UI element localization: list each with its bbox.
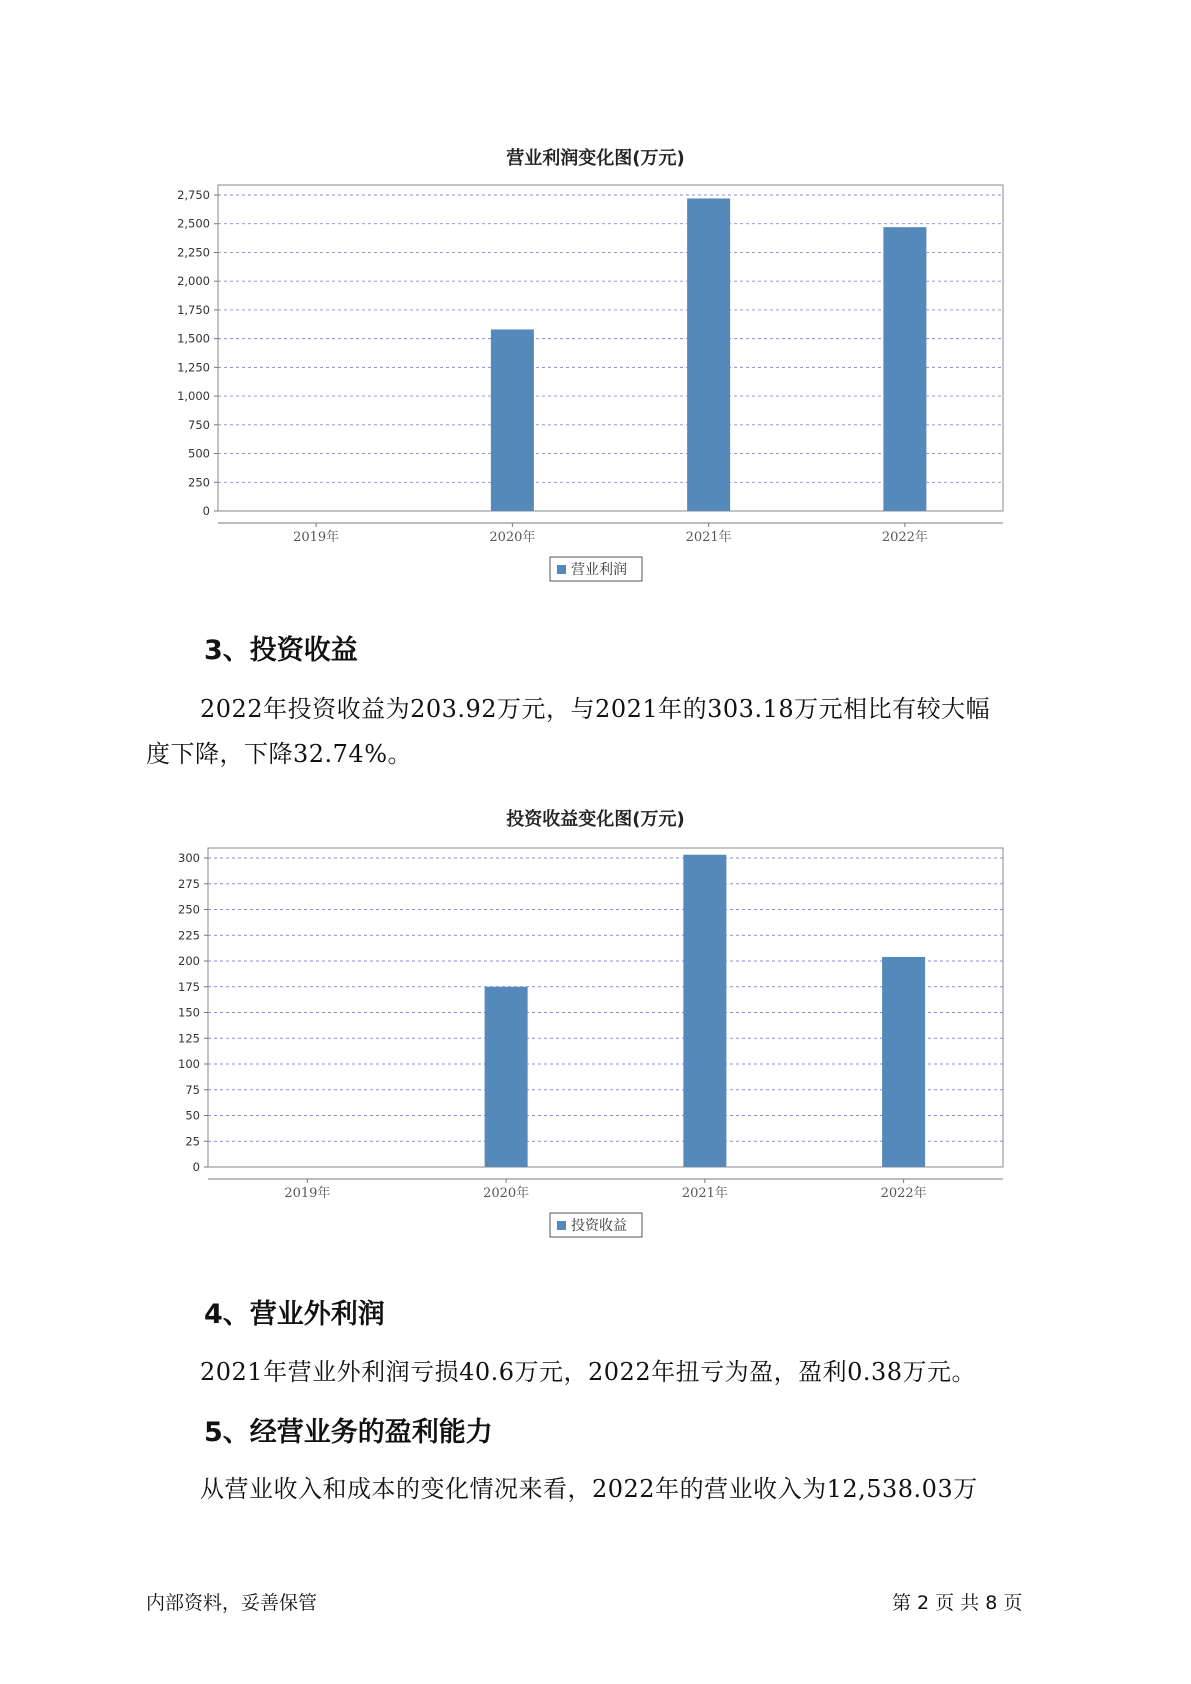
chart2-bar-2020年 — [485, 987, 528, 1167]
chart1-ytick-label: 2,250 — [177, 245, 210, 260]
chart2-xtick-label: 2021年 — [681, 1186, 728, 1201]
chart2-xtick-label: 2020年 — [483, 1186, 530, 1201]
chart2-ytick-label: 150 — [178, 1005, 200, 1020]
chart2-xtick-label: 2019年 — [284, 1186, 331, 1201]
chart1-ytick-label: 1,250 — [177, 360, 210, 375]
chart1-ytick-label: 2,000 — [177, 274, 210, 289]
section4-paragraph-line1: 2021年营业外利润亏损40.6万元，2022年扭亏为盈，盈利0.38万元。 — [200, 1358, 977, 1386]
chart2-ytick-label: 300 — [178, 851, 200, 865]
chart1-bar-2021年 — [687, 198, 730, 511]
chart1-legend-swatch — [557, 565, 566, 574]
chart1-ytick-label: 2,750 — [177, 188, 210, 202]
chart2-ytick-label: 125 — [178, 1031, 200, 1046]
chart2-ytick-label: 25 — [185, 1134, 200, 1149]
chart2-ytick-label: 275 — [178, 876, 200, 891]
section3-paragraph-line2: 度下降，下降32.74%。 — [146, 740, 413, 768]
chart1-bar-2022年 — [883, 227, 926, 511]
chart1-ytick-label: 2,500 — [177, 216, 210, 231]
chart1-ytick-label: 1,500 — [177, 331, 210, 346]
chart1-xtick-label: 2021年 — [685, 530, 732, 545]
chart2-ytick-label: 0 — [192, 1160, 200, 1174]
chart1-xtick-label: 2022年 — [881, 530, 928, 545]
footer-page-number: 第 2 页 共 8 页 — [892, 1592, 1023, 1614]
chart2-ytick-label: 100 — [178, 1057, 200, 1071]
section3-paragraph-line1: 2022年投资收益为203.92万元，与2021年的303.18万元相比有较大幅 — [200, 695, 991, 723]
chart2-ytick-label: 200 — [178, 954, 200, 968]
chart1-bar-2020年 — [491, 329, 534, 511]
chart1-ytick-label: 1,750 — [177, 302, 210, 317]
chart2-bar-2021年 — [683, 855, 726, 1167]
chart1-xtick-label: 2020年 — [489, 530, 536, 545]
chart2-ytick-label: 75 — [185, 1082, 200, 1097]
section5-paragraph-line1: 从营业收入和成本的变化情况来看，2022年的营业收入为12,538.03万 — [200, 1475, 978, 1503]
section4-heading: 4、营业外利润 — [204, 1299, 385, 1330]
chart1-ytick-label: 250 — [188, 475, 210, 490]
chart1-legend-label: 营业利润 — [571, 562, 627, 578]
chart1-ytick-label: 1,000 — [177, 389, 210, 404]
section3-heading: 3、投资收益 — [204, 635, 358, 666]
chart1-ytick-label: 500 — [188, 446, 210, 461]
chart1-operating-profit — [0, 170, 1191, 590]
chart1-xtick-label: 2019年 — [293, 530, 340, 545]
chart2-xtick-label: 2022年 — [880, 1186, 927, 1201]
chart2-investment-income — [0, 836, 1191, 1256]
chart2-ytick-label: 175 — [178, 979, 200, 994]
footer-confidential-note: 内部资料，妥善保管 — [146, 1592, 318, 1614]
chart2-legend-label: 投资收益 — [571, 1218, 627, 1234]
chart1-ytick-label: 750 — [188, 417, 210, 432]
chart1-title: 营业利润变化图(万元) — [506, 148, 685, 169]
chart2-bar-2022年 — [882, 957, 925, 1167]
chart1-ytick-label: 0 — [202, 504, 210, 518]
chart2-title: 投资收益变化图(万元) — [506, 809, 685, 830]
chart2-ytick-label: 225 — [178, 928, 200, 943]
section5-heading: 5、经营业务的盈利能力 — [204, 1417, 493, 1448]
chart2-legend-swatch — [557, 1221, 566, 1230]
chart2-ytick-label: 50 — [185, 1108, 200, 1123]
chart2-ytick-label: 250 — [178, 902, 200, 917]
